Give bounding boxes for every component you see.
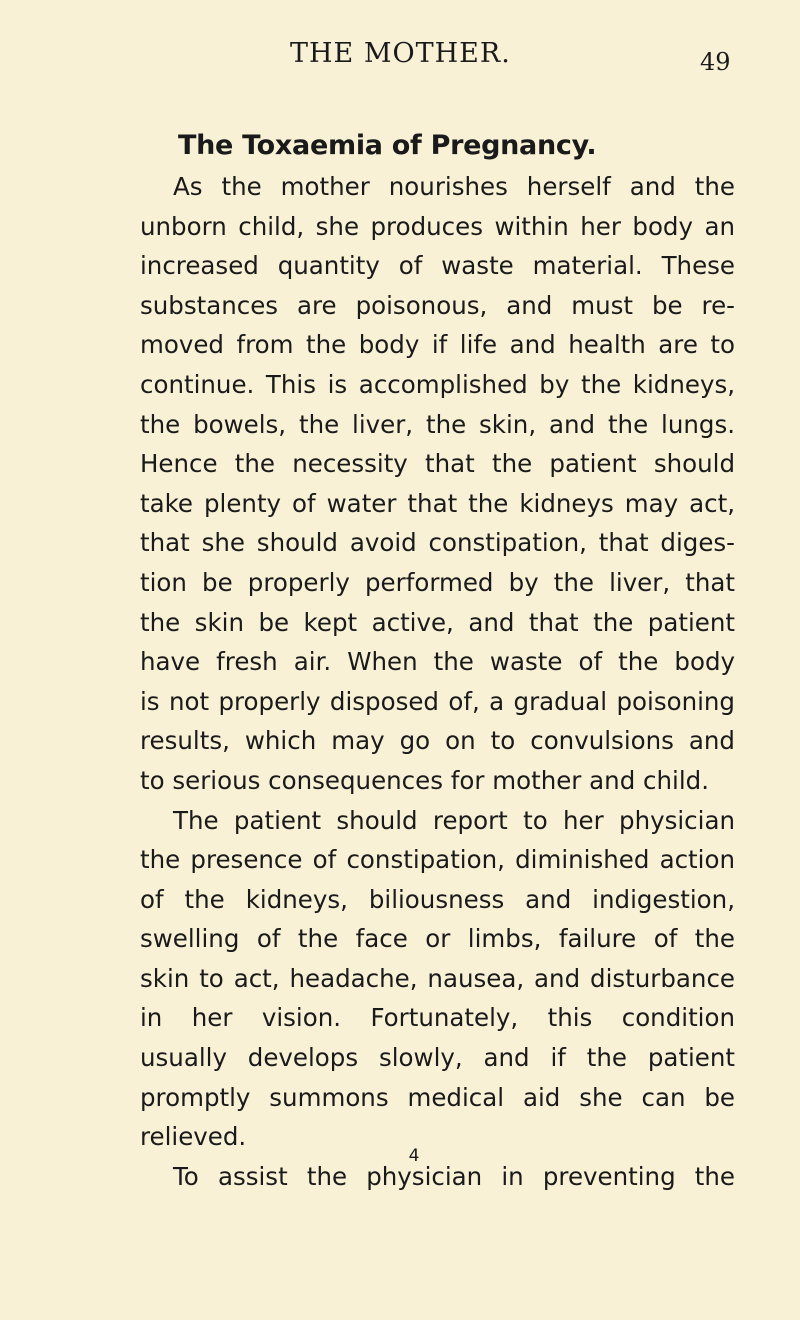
text-line: substances are poisonous, and must be re- — [140, 290, 735, 320]
signature-mark: 4 — [408, 1146, 420, 1166]
text-line: promptly summons medical aid she can be — [140, 1082, 735, 1112]
text-line: Hence the necessity that the patient should — [140, 449, 735, 479]
text-line: results, which may go on to convulsions and — [140, 726, 735, 756]
text-line: usually develops slowly, and if the patient — [140, 1043, 735, 1073]
page-number: 49 — [700, 48, 731, 76]
text-line: skin to act, headache, nausea, and disturbance — [140, 963, 735, 993]
body-text — [140, 167, 735, 1196]
text-line: take plenty of water that the kidneys may act, — [140, 488, 735, 518]
text-line: increased quantity of waste material. These — [140, 251, 735, 281]
text-line: As the mother nourishes herself and the — [173, 172, 735, 201]
text-line: the presence of constipation, diminished action — [140, 845, 735, 875]
text-line: is not properly disposed of, a gradual poisoning — [140, 686, 735, 716]
text-line: To assist the physician in preventing the — [173, 1161, 735, 1191]
text-line: the skin be kept active, and that the patient — [140, 607, 735, 637]
text-line: relieved. — [140, 1122, 247, 1152]
text-line: unborn child, she produces within her body an — [140, 211, 735, 241]
text-line: the bowels, the liver, the skin, and the lungs. — [140, 409, 735, 439]
text-line: swelling of the face or limbs, failure of the — [140, 924, 735, 954]
running-head — [0, 34, 800, 74]
text-line: The patient should report to her physician — [173, 805, 735, 835]
text-line: moved from the body if life and health are to — [140, 330, 735, 360]
text-line: that she should avoid constipation, that diges- — [140, 528, 735, 558]
text-line: to serious consequences for mother and child. — [140, 765, 710, 795]
text-line: of the kidneys, biliousness and indigestion, — [140, 884, 735, 914]
text-line: in her vision. Fortunately, this condition — [140, 1003, 735, 1033]
text-line: continue. This is accomplished by the kidneys, — [140, 369, 735, 399]
running-head-title: THE MOTHER. — [290, 38, 511, 69]
text-line: have fresh air. When the waste of the body — [140, 647, 735, 677]
section-heading: The Toxaemia of Pregnancy. — [178, 130, 597, 161]
text-line: tion be properly performed by the liver, that — [140, 567, 735, 597]
